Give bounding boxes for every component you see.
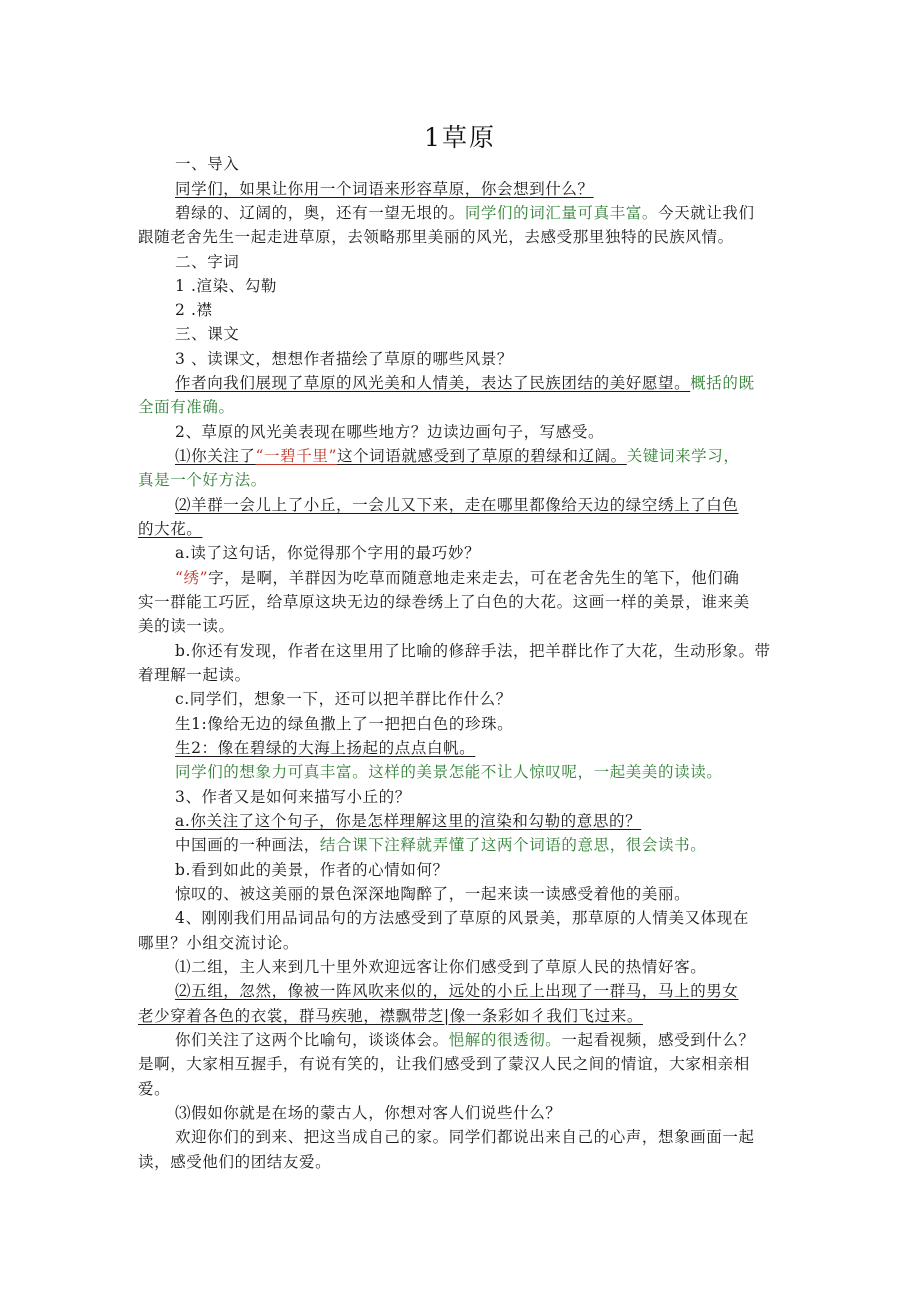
quoted-sentence: [175, 493, 800, 517]
text-span: 这个词语就感受到了草原的碧绿和辽阔。: [336, 447, 627, 465]
quoted-sentence: [138, 1004, 798, 1028]
text-span: 字，是啊，羊群因为吃草而随意地走来走去，可在老舍先生的笔下，他们确: [208, 569, 740, 587]
paragraph-line: 美的读一读。: [138, 617, 235, 635]
text-span: ⑴你关注了: [175, 447, 256, 465]
paragraph-line: [175, 1028, 800, 1052]
section-heading-intro: 一、导入: [175, 155, 240, 173]
text-span: 碧绿的、辽阔的，奥，还有一望无垠的。: [175, 204, 465, 222]
section-heading-words: 二、字词: [175, 253, 240, 271]
paragraph-line: 生1:像给无边的绿鱼撒上了一把把白色的珍珠。: [175, 715, 514, 733]
text-span: a.你关注了这个句子，你是怎样理解这里的渲染和勾勒的意思的？: [175, 812, 642, 830]
paragraph-line: a.读了这句话，你觉得那个字用的最巧妙？: [175, 544, 481, 562]
paragraph-line: 4、刚刚我们用品词品句的方法感受到了草原的风景美，那草原的人情美又体现在: [175, 909, 749, 927]
page-title: 1草原: [424, 123, 496, 152]
paragraph-line: b.看到如此的美景，作者的心情如何？: [175, 861, 449, 879]
keyword-highlight: “一碧千里”: [255, 447, 337, 465]
paragraph-line: [175, 566, 800, 590]
paragraph-line: b.你还有发现，作者在这里用了比喻的修辞手法，把羊群比作了大花，生动形象。带: [175, 642, 771, 660]
teacher-comment: 真是一个好方法。: [138, 471, 267, 489]
paragraph-line: [175, 371, 800, 395]
text-span: 老少穿着各色的衣裳，群马疾驰，襟飘带芝|像一条彩如彳我们飞过来。: [138, 1007, 643, 1025]
paragraph-line: 2、草原的风光美表现在哪些地方？边读边画句子，写感受。: [175, 423, 605, 441]
text-span: 中国画的一种画法，: [175, 836, 320, 854]
paragraph-line: [175, 201, 800, 225]
text-span: 作者向我们展现了草原的风光美和人情美，表达了民族团结的美好愿望。: [175, 374, 691, 392]
list-item: 2 .襟: [175, 301, 213, 319]
paragraph-line: [175, 177, 800, 201]
teacher-comment: 关键词来学习，: [626, 447, 740, 465]
paragraph-line: [175, 809, 800, 833]
paragraph-line: 3、作者又是如何来描写小丘的？: [175, 788, 411, 806]
paragraph-line: c.同学们，想象一下，还可以把羊群比作什么？: [175, 690, 512, 708]
paragraph-line: 实一群能工巧匠，给草原这块无边的绿巻绣上了白色的大花。这画一样的美景，谁来美: [138, 593, 750, 611]
text-span: 一起看视频，感受到什么？: [561, 1031, 755, 1049]
paragraph-line: [175, 736, 800, 760]
paragraph-line: ⑶假如你就是在场的蒙古人，你想对客人们说些什么？: [175, 1104, 562, 1122]
teacher-comment: 全面有准确。: [138, 398, 235, 416]
quoted-sentence: [175, 979, 800, 1003]
text-span: 同学们，如果让你用一个词语来形容草原，你会想到什么？: [175, 180, 594, 198]
section-heading-text: 三、课文: [175, 325, 240, 343]
paragraph-line: 惊叹的、被这美丽的景色深深地陶醉了，一起来读一读感受着他的美丽。: [175, 885, 691, 903]
paragraph-line: [175, 444, 800, 468]
teacher-comment: 概括的既: [690, 374, 755, 392]
text-span: 你们关注了这两个比喻句，谈谈体会。: [175, 1031, 449, 1049]
paragraph-line: 读，感受他们的团结友爱。: [138, 1153, 332, 1171]
text-span: ⑵羊群一会儿上了小丘，一会儿又下来，走在哪里都像给天边的绿空绣上了白色: [175, 496, 739, 514]
paragraph-line: 着理解一起读。: [138, 666, 251, 684]
paragraph-line: 爱。: [138, 1080, 171, 1098]
text-span: 今天就让我们: [658, 204, 755, 222]
list-item: 1 .渲染、勾勒: [175, 277, 278, 295]
paragraph-line: 是啊，大家相互握手，有说有笑的，让我们感受到了蒙汉人民之间的情谊，大家相亲相: [138, 1055, 750, 1073]
text-span: ⑵五组，忽然，像被一阵风吹来似的，远处的小丘上出现了一群马，马上的男女: [175, 982, 739, 1000]
text-span: 的大花。: [138, 520, 203, 538]
text-span: 生2：像在碧绿的大海上扬起的点点白帆。: [175, 739, 476, 757]
paragraph-line: 哪里？小组交流讨论。: [138, 934, 300, 952]
teacher-comment: 同学们的词汇量可真丰富。: [464, 204, 659, 222]
teacher-comment: 同学们的想象力可真丰富。这样的美景怎能不让人惊叹呢，一起美美的读读。: [175, 763, 723, 781]
teacher-comment: 结合课下注释就弄懂了这两个词语的意思，很会读书。: [319, 836, 707, 854]
paragraph-line: 欢迎你们的到来、把这当成自己的家。同学们都说出来自己的心声，想象画面一起: [175, 1128, 755, 1146]
teacher-comment: 悒解的很透彻。: [448, 1031, 562, 1049]
paragraph-line: [175, 833, 800, 857]
paragraph-line: 跟随老舍先生一起走进草原，去领略那里美丽的风光，去感受那里独特的民族风情。: [138, 228, 734, 246]
quoted-sentence: [138, 517, 798, 541]
paragraph-line: ⑴二组，主人来到几十里外欢迎远客让你们感受到了草原人民的热情好客。: [175, 958, 707, 976]
keyword-highlight: “绣”: [175, 569, 209, 587]
paragraph-line: 3 、读课文，想想作者描绘了草原的哪些风景？: [175, 350, 513, 368]
